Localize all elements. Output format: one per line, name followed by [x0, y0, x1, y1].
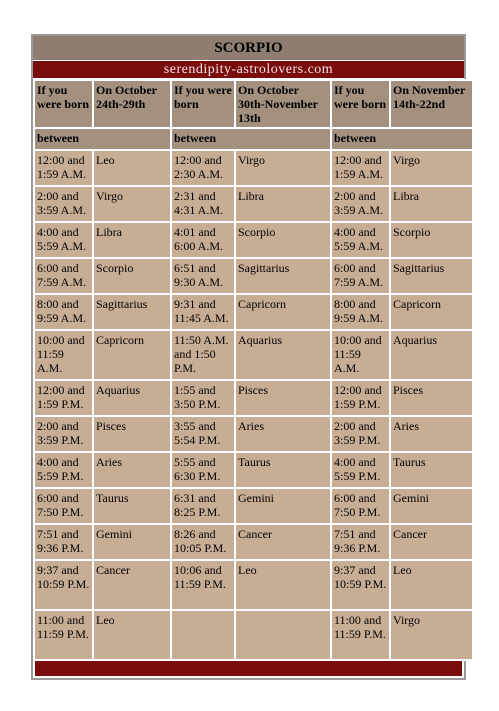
- period-header: On October 30th-November 13th: [236, 81, 330, 127]
- time-range-cell: 2:00 and 3:59 A.M.: [35, 187, 92, 221]
- chart-title: SCORPIO: [33, 36, 464, 61]
- ascendant-sign-cell: Sagittarius: [391, 259, 472, 293]
- ascendant-sign-cell: Aquarius: [94, 381, 170, 415]
- ascendant-sign-cell: Leo: [94, 611, 170, 659]
- table-row: [35, 453, 472, 487]
- time-range-cell: 5:55 and 6:30 P.M.: [172, 453, 234, 487]
- ascendant-sign-cell: Libra: [94, 223, 170, 257]
- time-range-cell: 11:00 and 11:59 P.M.: [35, 611, 92, 659]
- time-range-cell: 8:26 and 10:05 P.M.: [172, 525, 234, 559]
- between-row: [35, 129, 472, 149]
- header-row: [35, 81, 472, 127]
- time-range-cell: 12:00 and 2:30 A.M.: [172, 151, 234, 185]
- ascendant-sign-cell: Sagittarius: [94, 295, 170, 329]
- ascendant-sign-cell: Virgo: [391, 611, 472, 659]
- time-range-cell: 4:00 and 5:59 A.M.: [332, 223, 389, 257]
- ascendant-sign-cell: Taurus: [236, 453, 330, 487]
- ascendant-sign-cell: Cancer: [94, 561, 170, 609]
- time-range-cell: 12:00 and 1:59 A.M.: [332, 151, 389, 185]
- time-range-cell: 11:00 and 11:59 P.M.: [332, 611, 389, 659]
- ascendant-sign-cell: Cancer: [391, 525, 472, 559]
- ascendant-sign-cell: Aries: [391, 417, 472, 451]
- time-range-cell: 7:51 and 9:36 P.M.: [35, 525, 92, 559]
- table-row: [35, 381, 472, 415]
- time-range-cell: 10:06 and 11:59 P.M.: [172, 561, 234, 609]
- between-label: between: [172, 129, 330, 149]
- table-row: [35, 187, 472, 221]
- time-range-cell: 2:00 and 3:59 A.M.: [332, 187, 389, 221]
- ascendant-sign-cell: Capricorn: [94, 331, 170, 379]
- time-range-cell: 3:55 and 5:54 P.M.: [172, 417, 234, 451]
- time-range-cell: 12:00 and 1:59 P.M.: [35, 381, 92, 415]
- time-range-cell: 7:51 and 9:36 P.M.: [332, 525, 389, 559]
- time-range-cell: 9:37 and 10:59 P.M.: [332, 561, 389, 609]
- ascendant-sign-cell: Sagittarius: [236, 259, 330, 293]
- ascendant-sign-cell: Leo: [94, 151, 170, 185]
- ascendant-sign-cell: Virgo: [391, 151, 472, 185]
- time-range-cell: 1:55 and 3:50 P.M.: [172, 381, 234, 415]
- time-range-cell: 2:00 and 3:59 P.M.: [35, 417, 92, 451]
- ascendant-sign-cell: Capricorn: [236, 295, 330, 329]
- table-row: [35, 489, 472, 523]
- time-range-cell: 4:01 and 6:00 A.M.: [172, 223, 234, 257]
- ascendant-sign-cell: Leo: [391, 561, 472, 609]
- time-range-cell: 4:00 and 5:59 P.M.: [332, 453, 389, 487]
- table-row: [35, 525, 472, 559]
- ascendant-sign-cell: Cancer: [236, 525, 330, 559]
- ascendant-sign-cell: Aries: [236, 417, 330, 451]
- time-range-cell: 11:50 A.M. and 1:50 P.M.: [172, 331, 234, 379]
- ascendant-sign-cell: Taurus: [391, 453, 472, 487]
- ascendant-sign-cell: Leo: [236, 561, 330, 609]
- time-range-cell: 12:00 and 1:59 A.M.: [35, 151, 92, 185]
- table-row: [35, 561, 472, 609]
- time-range-cell: 6:31 and 8:25 P.M.: [172, 489, 234, 523]
- ascendant-sign-cell: Gemini: [94, 525, 170, 559]
- ascendant-sign-cell: Scorpio: [391, 223, 472, 257]
- time-range-cell: 4:00 and 5:59 P.M.: [35, 453, 92, 487]
- ascendant-sign-cell: Virgo: [236, 151, 330, 185]
- time-range-cell: 6:00 and 7:50 P.M.: [332, 489, 389, 523]
- table-row: [35, 611, 472, 659]
- born-header: If you were born: [332, 81, 389, 127]
- time-range-cell: 10:00 and 11:59 A.M.: [35, 331, 92, 379]
- period-header: On October 24th-29th: [94, 81, 170, 127]
- time-range-cell: 2:31 and 4:31 A.M.: [172, 187, 234, 221]
- between-label: between: [35, 129, 170, 149]
- time-range-cell: 2:00 and 3:59 P.M.: [332, 417, 389, 451]
- time-range-cell: 12:00 and 1:59 P.M.: [332, 381, 389, 415]
- between-label: between: [332, 129, 472, 149]
- table-row: [35, 259, 472, 293]
- ascendant-sign-cell: Libra: [236, 187, 330, 221]
- ascendant-sign-cell: Virgo: [94, 187, 170, 221]
- time-range-cell: [172, 611, 234, 659]
- ascendant-sign-cell: Aquarius: [236, 331, 330, 379]
- period-header: On November 14th-22nd: [391, 81, 472, 127]
- time-range-cell: 8:00 and 9:59 A.M.: [35, 295, 92, 329]
- time-range-cell: 9:31 and 11:45 A.M.: [172, 295, 234, 329]
- born-header: If you were born: [35, 81, 92, 127]
- born-header: If you were born: [172, 81, 234, 127]
- time-range-cell: 6:00 and 7:50 P.M.: [35, 489, 92, 523]
- scorpio-chart: [31, 34, 466, 680]
- time-range-cell: 6:00 and 7:59 A.M.: [35, 259, 92, 293]
- ascendant-sign-cell: Taurus: [94, 489, 170, 523]
- time-range-cell: 4:00 and 5:59 A.M.: [35, 223, 92, 257]
- ascendant-sign-cell: Scorpio: [236, 223, 330, 257]
- ascendant-sign-cell: Scorpio: [94, 259, 170, 293]
- time-range-cell: 8:00 and 9:59 A.M.: [332, 295, 389, 329]
- time-range-cell: 6:51 and 9:30 A.M.: [172, 259, 234, 293]
- ascendant-sign-cell: Libra: [391, 187, 472, 221]
- time-range-cell: 6:00 and 7:59 A.M.: [332, 259, 389, 293]
- ascendant-sign-cell: Pisces: [236, 381, 330, 415]
- ascendant-sign-cell: Gemini: [236, 489, 330, 523]
- ascendant-sign-cell: [236, 611, 330, 659]
- footer-bar: [35, 661, 462, 676]
- ascendant-table: [33, 79, 474, 661]
- ascendant-sign-cell: Capricorn: [391, 295, 472, 329]
- table-row: [35, 295, 472, 329]
- table-row: [35, 331, 472, 379]
- ascendant-sign-cell: Pisces: [94, 417, 170, 451]
- time-range-cell: 9:37 and 10:59 P.M.: [35, 561, 92, 609]
- table-row: [35, 223, 472, 257]
- ascendant-sign-cell: Aries: [94, 453, 170, 487]
- table-row: [35, 417, 472, 451]
- ascendant-sign-cell: Aquarius: [391, 331, 472, 379]
- ascendant-sign-cell: Pisces: [391, 381, 472, 415]
- website-banner: serendipity-astrolovers.com: [33, 61, 464, 79]
- table-row: [35, 151, 472, 185]
- ascendant-sign-cell: Gemini: [391, 489, 472, 523]
- time-range-cell: 10:00 and 11:59 A.M.: [332, 331, 389, 379]
